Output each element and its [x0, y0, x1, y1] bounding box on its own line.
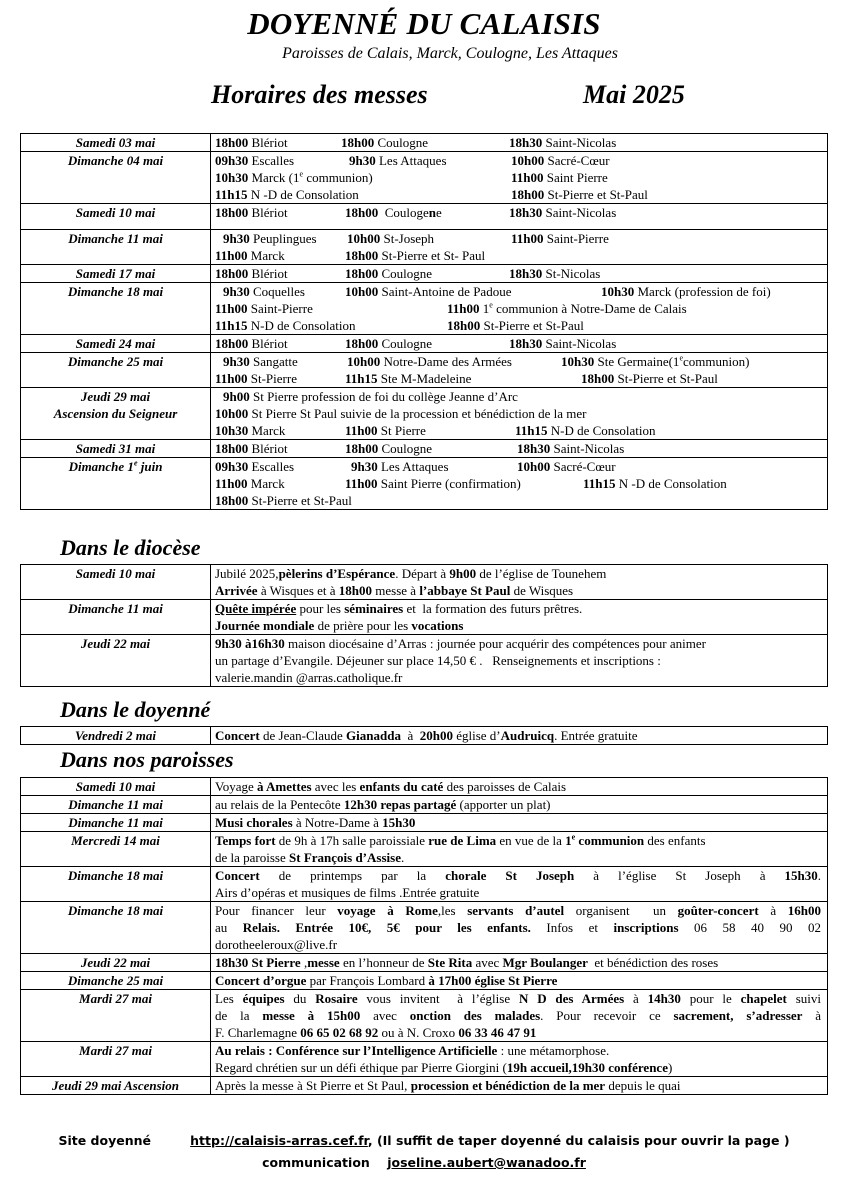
row-content: 18h00 Blériot 18h00 Coulogne 18h30 St-Nicolas [211, 265, 828, 283]
row-date: Dimanche 25 mai [21, 353, 211, 388]
row-date: Samedi 03 mai [21, 134, 211, 152]
row-content: Quête impérée pour les séminaires et la formation des futurs prêtres. Journée mondiale de prière pour les vocations [211, 600, 828, 635]
paroisses-table [20, 777, 828, 1095]
row-content: 18h00 Blériot 18h00 Coulogne 18h30 Saint-Nicolas [211, 440, 828, 458]
row-date: Mercredi 14 mai [21, 832, 211, 867]
row-date: Samedi 10 mai [21, 204, 211, 230]
table-row [21, 1077, 828, 1095]
row-content: 9h30 Coquelles 10h00 Saint-Antoine de Padoue 10h30 Marck (profession de foi) 11h00 Saint-Pierre 11h00 1e communion à Notre-Dame de Calais 11h15 N-D de Consolation 18h00 St-Pierre et St-Paul [211, 283, 828, 335]
footer-site-line [0, 1133, 848, 1148]
section-heading-diocese: Dans le diocèse [60, 535, 201, 560]
row-date: Samedi 10 mai [21, 778, 211, 796]
table-row [21, 600, 828, 635]
table-row [21, 335, 828, 353]
diocese-table [20, 564, 828, 687]
row-content: 9h00 St Pierre profession de foi du collège Jeanne d’Arc 10h00 St Pierre St Paul suivie de la procession et bénédiction de la mer 10h30 Marck 11h00 St Pierre 11h15 N-D de Consolation [211, 388, 828, 440]
table-row [21, 727, 828, 745]
row-content: Concert de Jean-Claude Gianadda à 20h00 église d’Audruicq. Entrée gratuite [211, 727, 828, 745]
row-date: Samedi 24 mai [21, 335, 211, 353]
row-content: au relais de la Pentecôte 12h30 repas partagé (apporter un plat) [211, 796, 828, 814]
row-date: Samedi 17 mai [21, 265, 211, 283]
row-date: Dimanche 11 mai [21, 600, 211, 635]
table-row [21, 867, 828, 902]
table-row [21, 814, 828, 832]
row-content: Au relais : Conférence sur l’Intelligence Artificielle : une métamorphose. Regard chrétien sur un défi éthique par Pierre Giorgini (19h accueil,19h30 conférence) [211, 1042, 828, 1077]
row-content: 9h30 à16h30 maison diocésaine d’Arras : journée pour acquérir des compétences pour animer un partage d’Evangile. Déjeuner sur place 14,50 € . Renseignements et inscriptions : valerie.mandin @arras.catholique.fr [211, 635, 828, 687]
mass-schedule-table [20, 133, 828, 510]
row-date [21, 388, 211, 440]
row-content: Concert d’orgue par François Lombard à 17h00 église St Pierre [211, 972, 828, 990]
table-row [21, 565, 828, 600]
row-content: Après la messe à St Pierre et St Paul, procession et bénédiction de la mer depuis le quai [211, 1077, 828, 1095]
row-content: Les équipes du Rosaire vous invitent à l’église N D des Armées à 14h30 pour le chapelet suivi de la messe à 15h00 avec onction des malades. Pour recevoir ce sacrement, s’adresser à F. Charlemagne 06 65 02 68 92 ou à N. Croxo 06 33 46 47 91 [211, 990, 828, 1042]
doyenne-table [20, 726, 828, 745]
table-row [21, 230, 828, 265]
row-content: Concert de printemps par la chorale St Joseph à l’église St Joseph à 15h30. Airs d’opéras et musiques de films .Entrée gratuite [211, 867, 828, 902]
table-row [21, 972, 828, 990]
row-date: Jeudi 22 mai [21, 635, 211, 687]
footer-site-note: , (Il suffit de taper doyenné du calaisis pour ouvrir la page ) [367, 1133, 790, 1148]
document-title: DOYENNÉ DU CALAISIS [247, 6, 601, 41]
row-content: 18h00 Blériot 18h00 Coulogne 18h30 Saint-Nicolas [211, 134, 828, 152]
footer-comm-email[interactable]: joseline.aubert@wanadoo.fr [387, 1155, 586, 1170]
table-row [21, 1042, 828, 1077]
table-row [21, 134, 828, 152]
table-row [21, 458, 828, 510]
row-date-line: Jeudi 29 mai [80, 389, 151, 404]
row-date: Dimanche 18 mai [21, 867, 211, 902]
row-content: 18h00 Blériot 18h00 Coulogne 18h30 Saint-Nicolas [211, 335, 828, 353]
row-content: 09h30 Escalles 9h30 Les Attaques 10h00 Sacré-Cœur 11h00 Marck 11h00 Saint Pierre (confirmation) 11h15 N -D de Consolation 18h00 St-Pierre et St-Paul [211, 458, 828, 510]
footer-site-link[interactable]: http://calaisis-arras.cef.fr [190, 1133, 368, 1148]
row-date: Mardi 27 mai [21, 1042, 211, 1077]
table-row [21, 902, 828, 954]
row-content: 9h30 Sangatte 10h00 Notre-Dame des Armées 10h30 Ste Germaine(1ecommunion) 11h00 St-Pierre 11h15 Ste M-Madeleine 18h00 St-Pierre et St-Paul [211, 353, 828, 388]
table-row [21, 778, 828, 796]
footer-communication-line [0, 1155, 848, 1170]
table-row [21, 353, 828, 388]
table-row [21, 152, 828, 204]
row-date: Dimanche 11 mai [21, 814, 211, 832]
row-date: Dimanche 1e juin [21, 458, 211, 510]
row-date: Dimanche 11 mai [21, 230, 211, 265]
schedule-heading: Horaires des messes [211, 80, 428, 109]
row-content: 09h30 Escalles 9h30 Les Attaques 10h00 Sacré-Cœur 10h30 Marck (1e communion) 11h00 Saint Pierre 11h15 N -D de Consolation 18h00 St-Pierre et St-Paul [211, 152, 828, 204]
table-row [21, 440, 828, 458]
footer-comm-label: communication [262, 1155, 370, 1170]
table-row [21, 796, 828, 814]
row-date: Dimanche 25 mai [21, 972, 211, 990]
row-date: Samedi 10 mai [21, 565, 211, 600]
row-content: Temps fort de 9h à 17h salle paroissiale rue de Lima en vue de la 1e communion des enfants de la paroisse St François d’Assise. [211, 832, 828, 867]
row-date: Dimanche 18 mai [21, 902, 211, 954]
schedule-month: Mai 2025 [583, 80, 685, 109]
row-date: Dimanche 18 mai [21, 283, 211, 335]
row-content: Jubilé 2025,pèlerins d’Espérance. Départ à 9h00 de l’église de Tounehem Arrivée à Wisques et à 18h00 messe à l’abbaye St Paul de Wisques [211, 565, 828, 600]
row-content: 18h00 Blériot 18h00 Coulogene 18h30 Saint-Nicolas [211, 204, 828, 230]
table-row [21, 388, 828, 440]
table-row [21, 265, 828, 283]
row-content: Pour financer leur voyage à Rome,les servants d’autel organisent un goûter-concert à 16h00 au Relais. Entrée 10€, 5€ pour les enfants. Infos et inscriptions 06 58 40 90 02 dorotheeleroux@live.fr [211, 902, 828, 954]
row-date: Vendredi 2 mai [21, 727, 211, 745]
table-row [21, 954, 828, 972]
row-date: Jeudi 22 mai [21, 954, 211, 972]
row-date: Samedi 31 mai [21, 440, 211, 458]
row-date-line: Ascension du Seigneur [53, 406, 178, 421]
row-date: Mardi 27 mai [21, 990, 211, 1042]
row-date: Dimanche 11 mai [21, 796, 211, 814]
row-date: Dimanche 04 mai [21, 152, 211, 204]
row-content: Voyage à Amettes avec les enfants du caté des paroisses de Calais [211, 778, 828, 796]
row-content: 18h30 St Pierre ,messe en l’honneur de Ste Rita avec Mgr Boulanger et bénédiction des roses [211, 954, 828, 972]
section-heading-paroisses: Dans nos paroisses [60, 747, 234, 772]
table-row [21, 204, 828, 230]
document-subtitle: Paroisses de Calais, Marck, Coulogne, Les Attaques [282, 45, 618, 62]
row-content: 9h30 Peuplingues 10h00 St-Joseph 11h00 Saint-Pierre 11h00 Marck 18h00 St-Pierre et St- Paul [211, 230, 828, 265]
row-date: Jeudi 29 mai Ascension [21, 1077, 211, 1095]
section-heading-doyenne: Dans le doyenné [60, 697, 211, 722]
table-row [21, 283, 828, 335]
table-row [21, 990, 828, 1042]
table-row [21, 832, 828, 867]
row-content: Musi chorales à Notre-Dame à 15h30 [211, 814, 828, 832]
footer-site-label: Site doyenné [58, 1133, 151, 1148]
table-row [21, 635, 828, 687]
